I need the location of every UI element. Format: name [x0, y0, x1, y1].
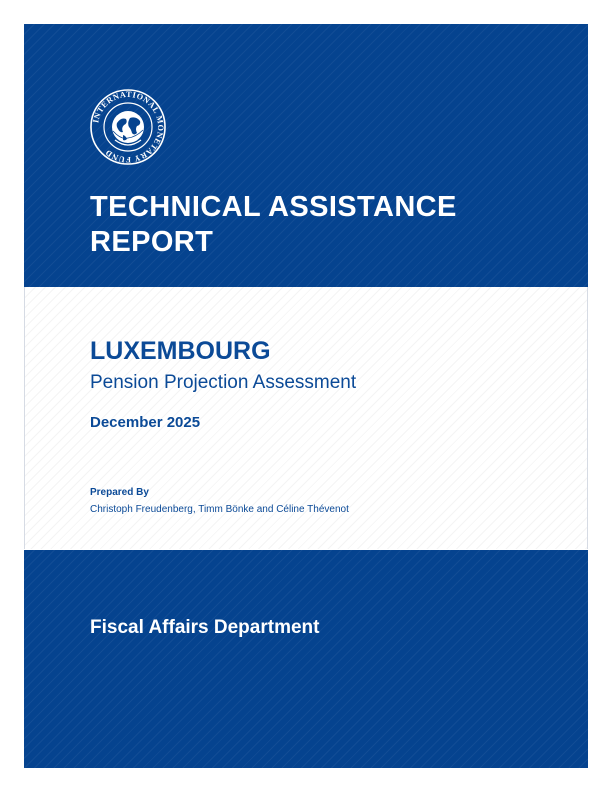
footer-band — [24, 550, 588, 768]
report-type-heading: TECHNICAL ASSISTANCE REPORT — [90, 191, 457, 258]
report-date: December 2025 — [90, 414, 201, 431]
department-name: Fiscal Affairs Department — [90, 617, 320, 638]
report-cover — [24, 24, 588, 768]
imf-seal-logo — [89, 88, 167, 166]
prepared-by-label: Prepared By — [90, 487, 149, 498]
report-subtitle: Pension Projection Assessment — [90, 372, 357, 393]
seal-ring-text: INTERNATIONAL MONETARY FUND — [91, 89, 166, 165]
globe-icon — [112, 111, 144, 143]
authors-list: Christoph Freudenberg, Timm Bönke and Céline Thévenot — [90, 504, 349, 515]
country-title: LUXEMBOURG — [90, 337, 271, 365]
header-band — [24, 24, 588, 287]
